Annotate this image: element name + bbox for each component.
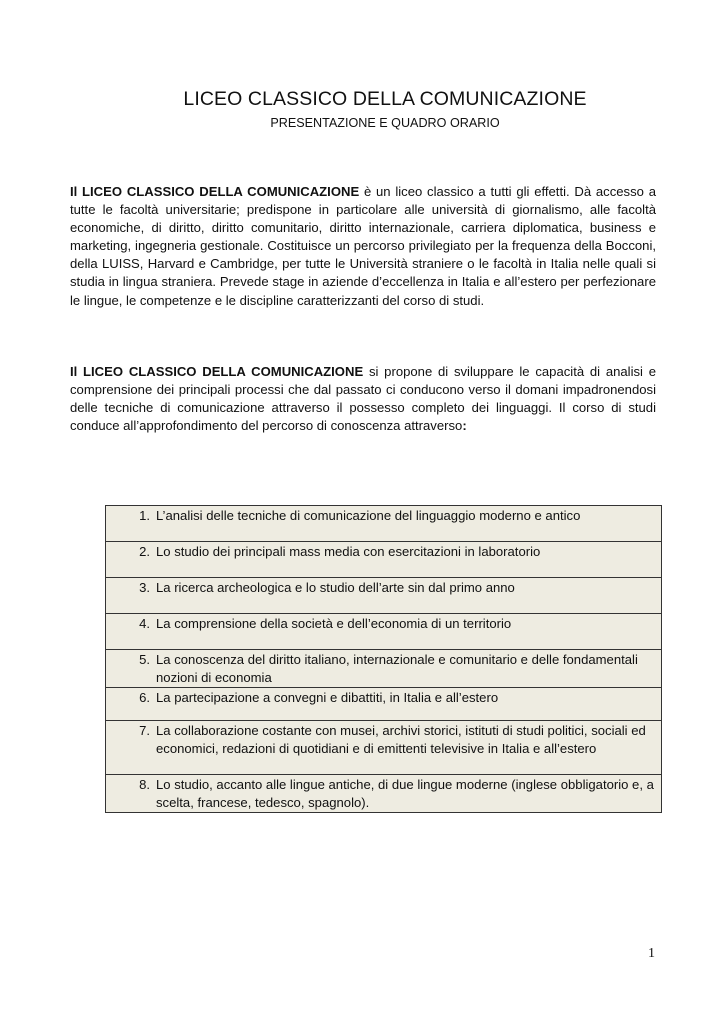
table-row xyxy=(106,614,662,650)
item-number: 6. xyxy=(139,690,150,705)
intro-paragraph-text: è un liceo classico a tutti gli effetti. Dà accesso a tutte le facoltà universitarie; predispone in particolare alle università di giornalismo, alle facoltà economiche, di diritto, diritto comunitario, diritto internazionale, carriera diplomatica, business e marketing, ingegneria gestionale. Costituisce un percorso privilegiato per la frequenza della Bocconi, della LUISS, Harvard e Cambridge, per tutte le Università straniere o le facoltà in Italia nelle quali si studia in lingua straniera. Prevede stage in aziende d’eccellenza in Italia e all’estero per perfezionare le lingue, le competenze e le discipline caratterizzanti del corso di studi. xyxy=(70,184,656,308)
table-row xyxy=(106,650,662,688)
objectives-paragraph-text: si propone di sviluppare le capacità di analisi e comprensione dei principali processi che dal passato ci conducono verso il domani impadronendosi delle tecniche di comunicazione attraverso il possesso completo dei linguaggi. Il corso di studi conduce all’approfondimento del percorso di conoscenza attraverso xyxy=(70,364,657,434)
item-number: 4. xyxy=(139,616,150,631)
item-number: 2. xyxy=(139,544,150,559)
table-row xyxy=(106,721,662,775)
page-subtitle: PRESENTAZIONE E QUADRO ORARIO xyxy=(270,116,500,130)
table-row xyxy=(106,506,662,542)
table-row xyxy=(106,542,662,578)
list-item xyxy=(106,775,661,812)
item-number: 3. xyxy=(139,580,150,595)
list-item xyxy=(106,542,661,561)
item-text: La ricerca archeologica e lo studio dell’arte sin dal primo anno xyxy=(156,580,515,595)
intro-paragraph-bold: Il LICEO CLASSICO DELLA COMUNICAZIONE xyxy=(70,184,360,199)
item-number: 8. xyxy=(139,777,150,792)
table-row xyxy=(106,688,662,721)
table-row xyxy=(106,578,662,614)
list-item xyxy=(106,688,661,707)
list-item xyxy=(106,614,661,633)
item-text: Lo studio dei principali mass media con esercitazioni in laboratorio xyxy=(156,544,541,559)
item-text: La collaborazione costante con musei, archivi storici, istituti di studi politici, sociali ed economici, redazioni di quotidiani e di emittenti televisive in Italia e all’estero xyxy=(156,723,646,756)
study-items-table xyxy=(105,505,662,813)
list-item xyxy=(106,721,661,758)
objectives-paragraph xyxy=(70,363,656,435)
item-number: 7. xyxy=(139,723,150,738)
table-row xyxy=(106,775,662,813)
item-text: L’analisi delle tecniche di comunicazione del linguaggio moderno e antico xyxy=(156,508,581,523)
list-item xyxy=(106,650,661,687)
page-title: LICEO CLASSICO DELLA COMUNICAZIONE xyxy=(183,88,587,110)
item-number: 1. xyxy=(139,508,150,523)
item-text: Lo studio, accanto alle lingue antiche, di due lingue moderne (inglese obbligatorio e, a scelta, francese, tedesco, spagnolo). xyxy=(156,777,654,810)
page-number: 1 xyxy=(648,946,655,961)
list-item xyxy=(106,578,661,597)
intro-paragraph xyxy=(70,183,656,310)
item-text: La comprensione della società e dell’economia di un territorio xyxy=(156,616,512,631)
item-text: La partecipazione a convegni e dibattiti, in Italia e all’estero xyxy=(156,690,499,705)
list-item xyxy=(106,506,661,525)
item-text: La conoscenza del diritto italiano, internazionale e comunitario e delle fondamentali nozioni di economia xyxy=(156,652,638,685)
objectives-paragraph-colon: : xyxy=(462,418,467,434)
item-number: 5. xyxy=(139,652,150,667)
objectives-paragraph-bold: Il LICEO CLASSICO DELLA COMUNICAZIONE xyxy=(70,364,364,379)
